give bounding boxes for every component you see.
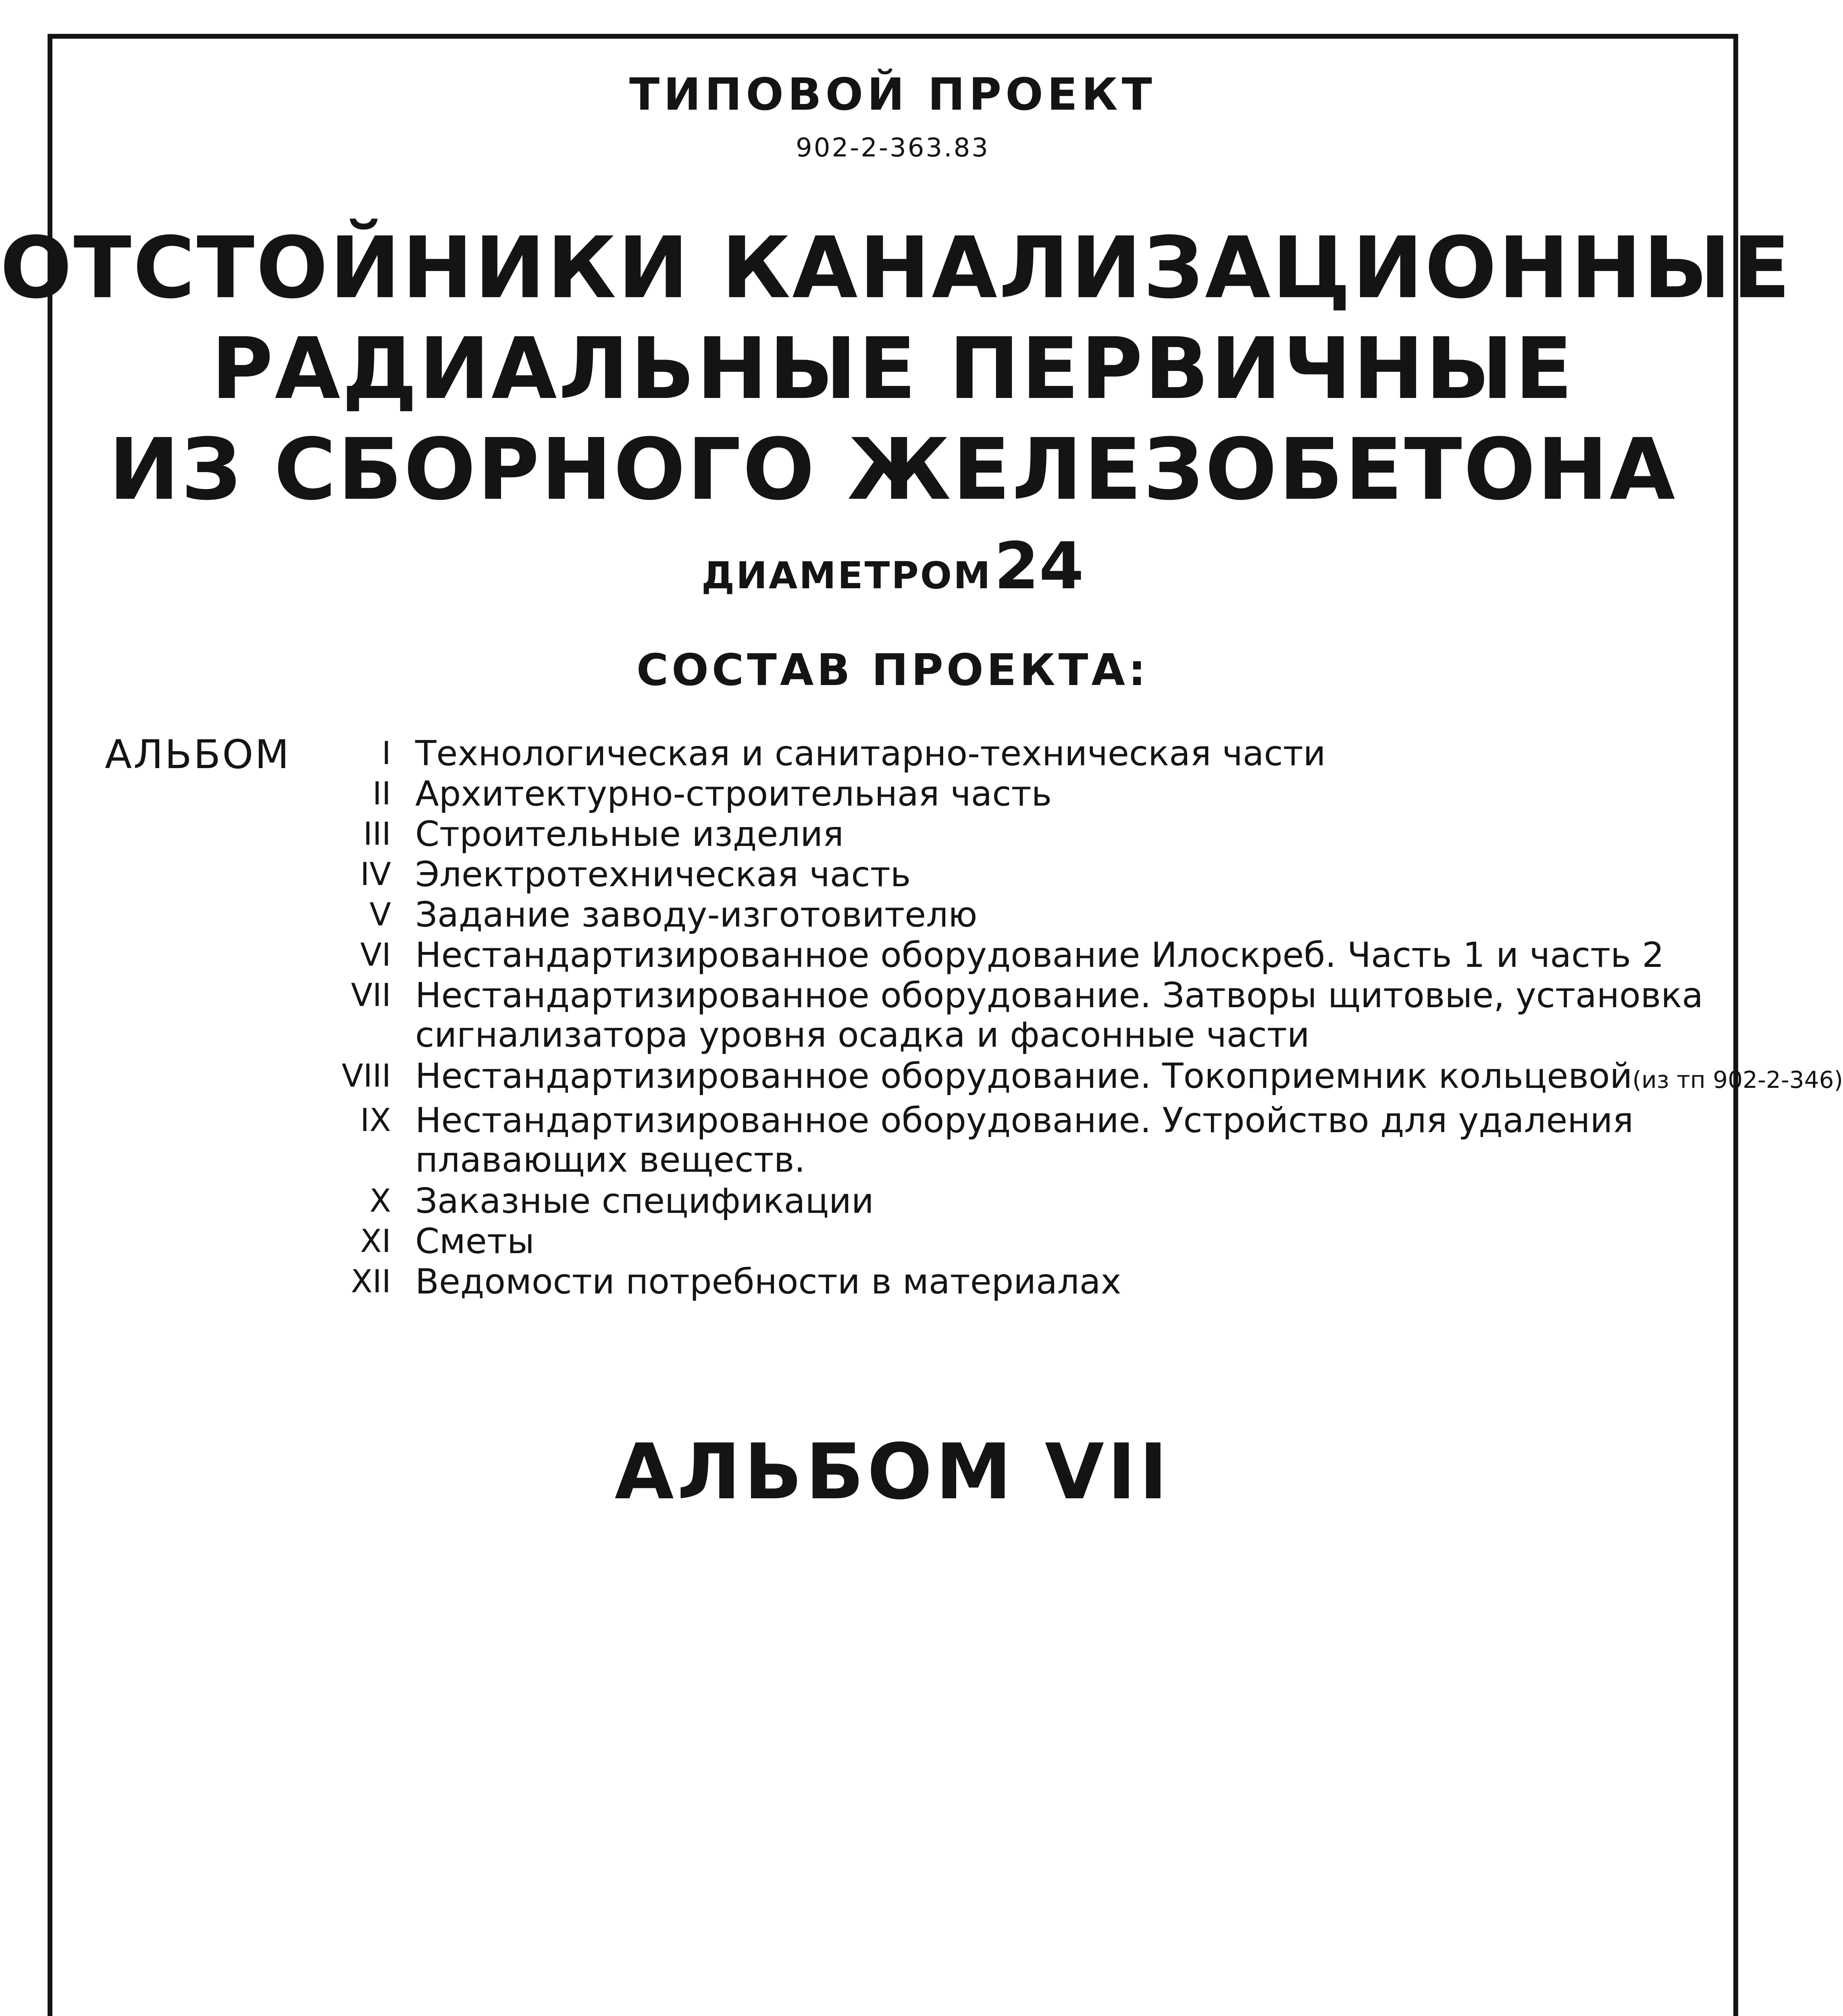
album-number: II bbox=[372, 776, 391, 812]
current-album-title: АЛЬБОМ VII bbox=[614, 1427, 1171, 1516]
album-number: VI bbox=[360, 937, 391, 973]
title-line-3: ИЗ СБОРНОГО ЖЕЛЕЗОБЕТОНА bbox=[108, 420, 1677, 519]
diameter-line bbox=[0, 528, 1785, 604]
album-list bbox=[314, 733, 1843, 1302]
album-title: Технологическая и санитарно-техническая части bbox=[415, 733, 1326, 774]
album-number: XI bbox=[360, 1223, 391, 1260]
project-number: 902-2-363.83 bbox=[796, 133, 990, 163]
album-title-continued: плавающих веществ. bbox=[415, 1140, 805, 1180]
album-item bbox=[314, 814, 1749, 855]
album-number: X bbox=[369, 1183, 391, 1219]
album-number: IX bbox=[360, 1102, 391, 1139]
album-number: IV bbox=[360, 856, 391, 893]
album-title: Архитектурно-строительная часть bbox=[415, 774, 1052, 814]
album-reference: (из тп 902-2-346) bbox=[1632, 1066, 1843, 1093]
album-number: VIII bbox=[341, 1058, 391, 1094]
album-item bbox=[314, 1101, 1749, 1181]
title-line-2: РАДИАЛЬНЫЕ ПЕРВИЧНЫЕ bbox=[211, 319, 1575, 418]
album-number: I bbox=[381, 735, 391, 772]
album-item bbox=[314, 935, 1749, 976]
album-title: Ведомости потребности в материалах bbox=[415, 1262, 1121, 1302]
album-number: VII bbox=[351, 977, 391, 1014]
title-line-1: ОТСТОЙНИКИ КАНАЛИЗАЦИОННЫЕ bbox=[0, 219, 1792, 317]
album-item bbox=[314, 1222, 1749, 1262]
album-title: Нестандартизированное оборудование. Устройство для удаления bbox=[415, 1100, 1634, 1141]
album-item bbox=[314, 1056, 1843, 1101]
album-title: Сметы bbox=[415, 1221, 535, 1262]
album-number: XII bbox=[351, 1264, 391, 1300]
album-title: Нестандартизированное оборудование Илоскреб. Часть 1 и часть 2 bbox=[415, 935, 1664, 975]
album-title: Заказные спецификации bbox=[415, 1181, 874, 1221]
album-title-text: Нестандартизированное оборудование. Токоприемник кольцевой bbox=[415, 1056, 1633, 1096]
project-series: ТИПОВОЙ ПРОЕКТ bbox=[629, 69, 1156, 120]
composition-heading: СОСТАВ ПРОЕКТА: bbox=[636, 645, 1149, 696]
album-label: АЛЬБОМ bbox=[105, 732, 291, 778]
album-item bbox=[314, 976, 1749, 1056]
album-item bbox=[314, 734, 1749, 774]
album-item bbox=[314, 895, 1749, 935]
album-title bbox=[415, 1056, 1843, 1100]
album-item bbox=[314, 1181, 1749, 1222]
diameter-value: 24 bbox=[994, 528, 1084, 604]
album-number: III bbox=[363, 816, 391, 852]
album-item bbox=[314, 774, 1749, 814]
album-title: Нестандартизированное оборудование. Затворы щитовые, установка bbox=[415, 975, 1704, 1016]
album-title: Электротехническая часть bbox=[415, 854, 911, 895]
album-title: Строительные изделия bbox=[415, 814, 844, 854]
album-item bbox=[314, 855, 1749, 895]
album-number: V bbox=[369, 897, 391, 933]
album-title: Задание заводу-изготовителю bbox=[415, 895, 978, 935]
album-item bbox=[314, 1262, 1749, 1302]
album-title-continued: сигнализатора уровня осадка и фасонные части bbox=[415, 1015, 1310, 1055]
diameter-label: ДИАМЕТРОМ bbox=[701, 554, 992, 597]
